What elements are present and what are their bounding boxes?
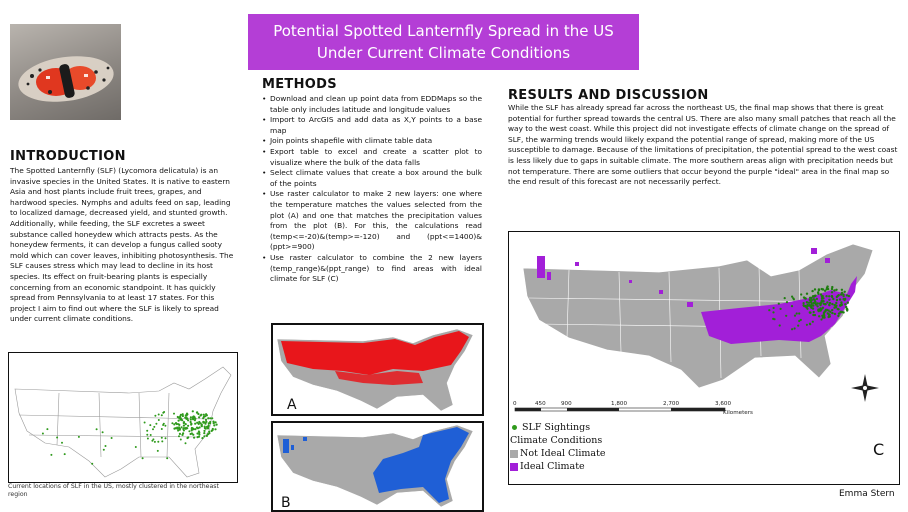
sighting-point: [201, 437, 203, 439]
sighting-point: [203, 416, 205, 418]
sighting-point: [171, 422, 173, 424]
legend-sightings: [510, 421, 606, 434]
sighting-point: [794, 315, 796, 317]
sighting-point: [832, 298, 834, 300]
sighting-point: [198, 430, 200, 432]
sighting-point: [161, 440, 163, 442]
sighting-point: [806, 293, 808, 295]
sighting-point: [161, 428, 163, 430]
sighting-point: [818, 315, 820, 317]
sighting-point: [831, 303, 833, 305]
sighting-point: [200, 422, 202, 424]
sighting-point: [817, 302, 819, 304]
poster-title: [248, 14, 639, 70]
author-name: Emma Stern: [839, 489, 895, 499]
sighting-point: [817, 293, 819, 295]
sighting-point: [152, 438, 154, 440]
scale-bar: [515, 408, 725, 411]
sighting-point: [212, 421, 214, 423]
sighting-point: [841, 289, 843, 291]
sighting-point: [196, 432, 198, 434]
sighting-point: [198, 416, 200, 418]
sighting-point: [834, 313, 836, 315]
sighting-point: [780, 308, 782, 310]
sighting-point: [205, 413, 207, 415]
sighting-point: [836, 299, 838, 301]
title-line-2: Under Current Climate Conditions: [316, 44, 571, 62]
sighting-point: [193, 416, 195, 418]
sighting-point: [821, 308, 823, 310]
sighting-point: [190, 416, 192, 418]
sighting-point: [826, 309, 828, 311]
sighting-point: [824, 290, 826, 292]
legend-sightings-label: SLF Sightings: [522, 422, 591, 433]
sighting-point: [179, 433, 181, 435]
sighting-point: [150, 434, 152, 436]
sighting-point: [827, 312, 829, 314]
sighting-point: [814, 299, 816, 301]
sighting-point: [144, 422, 146, 424]
scale-tick-450: 450: [535, 401, 546, 407]
map-b-graphic: [273, 423, 482, 510]
sighting-point: [42, 433, 44, 435]
sighting-point: [842, 311, 844, 313]
sighting-point: [831, 295, 833, 297]
sighting-point: [811, 290, 813, 292]
sighting-point: [809, 299, 811, 301]
sighting-point: [176, 427, 178, 429]
sighting-point: [844, 291, 846, 293]
sighting-point: [833, 307, 835, 309]
sighting-point: [203, 414, 205, 416]
sighting-point: [845, 306, 847, 308]
sighting-point: [198, 433, 200, 435]
sighting-point: [178, 423, 180, 425]
sighting-point: [796, 312, 798, 314]
sighting-point: [147, 438, 149, 440]
introduction-text: The Spotted Lanternfly (SLF) (Lycomora delicatula) is an invasive species in the United States. It is native to eastern Asia and host plants include fruit trees, grapes, and hardwood species. Nymphs and adults feed on sap, leading to localized damage, decreased yield, and stunted growth. Additionally, while feeding, the SLF excretes a sweet substance called honeydew which attracts pests. As the honeydew ferments, it can develop a fungus called sooty mold which can cover leaves, inhibiting photosynthesis. The SLF causes stress which may lead to decline in its host species. Its effect on fruit-bearing plants is especially concerning from an economic standpoint. It has quickly spread from Pennsylvania to at least 17 states. For this project I aim to find out where the SLF is likely to spread under current climate conditions.: [10, 166, 234, 324]
sighting-point: [191, 428, 193, 430]
sighting-point: [153, 426, 155, 428]
sighting-point: [185, 423, 187, 425]
sighting-point: [157, 450, 159, 452]
map-b-label: B: [281, 495, 291, 511]
sighting-point: [182, 415, 184, 417]
sighting-point: [105, 445, 107, 447]
sighting-point: [196, 427, 198, 429]
sighting-point: [178, 435, 180, 437]
sighting-point: [64, 453, 66, 455]
sighting-point: [831, 288, 833, 290]
sighting-point: [816, 298, 818, 300]
results-text: While the SLF has already spread far across the northeast US, the final map shows that there is great potential for further spread towards the central US. There are also many small patches that reach all the way to the west coast. While this project did not investigate effects of climate change on the spread of SLF, the warming trends would likely expand the potential range of spread, making more of the US susceptible to damage. Because of the limitations of precipitation, the potential spread to the west coast is less likely due to gaps in suitable climate. The more southern areas align with precipitation needs but not temperature. There are some outliers that occur beyond the purple "ideal" area in the final map so the end result of this forecast are not necessarily perfect.: [508, 103, 898, 187]
sighting-point: [840, 311, 842, 313]
legend-not-ideal-label: Not Ideal Climate: [520, 448, 606, 459]
sighting-point: [839, 298, 841, 300]
precipitation-range-map: [271, 421, 484, 512]
sighting-point: [794, 327, 796, 329]
sighting-point: [192, 434, 194, 436]
sighting-point: [213, 424, 215, 426]
north-arrow-icon: [851, 374, 879, 402]
sighting-point: [194, 418, 196, 420]
sighting-point: [791, 328, 793, 330]
sighting-point: [784, 297, 786, 299]
sighting-point: [111, 437, 113, 439]
sighting-point: [798, 320, 800, 322]
legend-not-ideal: [510, 447, 606, 460]
sighting-point: [820, 301, 822, 303]
sighting-point: [135, 446, 137, 448]
sighting-point: [61, 442, 63, 444]
sighting-point: [185, 442, 187, 444]
sighting-point: [844, 303, 846, 305]
sighting-point: [826, 301, 828, 303]
sighting-point: [209, 417, 211, 419]
sighting-point: [818, 310, 820, 312]
sighting-point: [207, 426, 209, 428]
sighting-point: [837, 308, 839, 310]
sighting-point: [207, 433, 209, 435]
sighting-point: [847, 302, 849, 304]
sighting-point: [161, 437, 163, 439]
sighting-point: [778, 303, 780, 305]
sighting-point: [831, 291, 833, 293]
sighting-point: [185, 418, 187, 420]
sighting-point: [182, 432, 184, 434]
method-step: • Import to ArcGIS and add data as X,Y points to a base map: [262, 115, 482, 136]
sighting-point: [146, 430, 148, 432]
scale-tick-3600: 3,600: [715, 401, 732, 407]
sighting-point: [142, 457, 144, 459]
scale-tick-0: 0: [513, 401, 517, 407]
current-sightings-map: [8, 352, 238, 483]
sighting-point: [78, 436, 80, 438]
sighting-point: [806, 324, 808, 326]
sighting-point: [186, 437, 188, 439]
sighting-point: [797, 325, 799, 327]
sighting-point: [190, 424, 192, 426]
sighting-point: [204, 426, 206, 428]
sighting-point: [162, 424, 164, 426]
sighting-point: [193, 437, 195, 439]
sighting-point: [50, 454, 52, 456]
sighting-point: [809, 312, 811, 314]
legend-ideal-label: Ideal Climate: [520, 461, 585, 472]
sighting-point: [802, 304, 804, 306]
sighting-point: [205, 421, 207, 423]
sighting-point: [820, 318, 822, 320]
sighting-point: [196, 411, 198, 413]
not-ideal-swatch-icon: [510, 450, 518, 458]
sighting-point: [812, 321, 814, 323]
sighting-point: [216, 424, 218, 426]
sighting-point: [824, 310, 826, 312]
sighting-point: [178, 426, 180, 428]
sighting-point: [194, 428, 196, 430]
sighting-point: [203, 430, 205, 432]
sighting-point: [198, 423, 200, 425]
sighting-point: [164, 425, 166, 427]
sighting-point: [803, 302, 805, 304]
sighting-point: [96, 428, 98, 430]
methods-list: [262, 94, 482, 285]
sighting-point: [203, 435, 205, 437]
sighting-point: [829, 302, 831, 304]
sighting-point: [768, 309, 770, 311]
sighting-point: [211, 417, 213, 419]
sighting-point: [798, 312, 800, 314]
sighting-point: [103, 449, 105, 451]
sighting-point: [201, 424, 203, 426]
sighting-point: [152, 428, 154, 430]
title-line-1: Potential Spotted Lanternfly Spread in the US: [273, 22, 614, 40]
sighting-point: [805, 305, 807, 307]
scale-unit: Kilometers: [723, 410, 753, 416]
sighting-point: [185, 427, 187, 429]
introduction-heading: INTRODUCTION: [10, 149, 126, 164]
sighting-point: [828, 299, 830, 301]
sighting-point: [183, 421, 185, 423]
sighting-point: [791, 305, 793, 307]
sighting-point: [839, 304, 841, 306]
sighting-point: [166, 457, 168, 459]
sighting-point: [826, 285, 828, 287]
sighting-point: [162, 412, 164, 414]
scale-tick-2700: 2,700: [663, 401, 680, 407]
sighting-point: [173, 413, 175, 415]
sighting-point: [207, 417, 209, 419]
sighting-point: [837, 315, 839, 317]
sighting-point: [809, 297, 811, 299]
sighting-point: [194, 423, 196, 425]
sighting-point: [158, 414, 160, 416]
sighting-point: [208, 431, 210, 433]
sighting-point: [835, 302, 837, 304]
sighting-point: [809, 323, 811, 325]
sighting-point: [208, 422, 210, 424]
sighting-point: [91, 463, 93, 465]
sighting-point: [828, 295, 830, 297]
sighting-point: [146, 434, 148, 436]
sighting-point: [214, 428, 216, 430]
sighting-point: [819, 303, 821, 305]
sighting-point: [785, 315, 787, 317]
sighting-point: [844, 298, 846, 300]
sighting-point: [154, 415, 156, 417]
lanternfly-photo: [10, 24, 121, 120]
sighting-point: [773, 307, 775, 309]
sighting-point: [816, 305, 818, 307]
sighting-point: [779, 324, 781, 326]
sighting-point: [822, 317, 824, 319]
sighting-point: [190, 421, 192, 423]
sighting-point: [818, 288, 820, 290]
sighting-point: [199, 426, 201, 428]
sighting-point: [180, 414, 182, 416]
sighting-point: [56, 437, 58, 439]
sighting-point: [786, 301, 788, 303]
sighting-point: [846, 294, 848, 296]
sighting-point: [814, 295, 816, 297]
sighting-point: [188, 430, 190, 432]
sighting-point: [203, 432, 205, 434]
map-c-label: C: [873, 440, 885, 459]
sighting-point: [842, 295, 844, 297]
sighting-point: [831, 312, 833, 314]
sighting-point: [154, 441, 156, 443]
sighting-point: [165, 437, 167, 439]
sighting-point: [773, 318, 775, 320]
sighting-point: [187, 419, 189, 421]
sighting-point: [793, 298, 795, 300]
method-step: • Use raster calculator to make 2 new layers: one where the temperature matches the values selected from the plot (A) and one that matches the precipitation values from the plot (B). For this, the calculations read (temp<=-20)&(temp>=-120) and (ppt<=1400)&(ppt>=900): [262, 189, 482, 253]
sighting-point: [837, 295, 839, 297]
sighting-point: [46, 428, 48, 430]
sighting-point: [834, 304, 836, 306]
sighting-point: [102, 431, 104, 433]
scale-tick-1800: 1,800: [611, 401, 628, 407]
sighting-point: [823, 303, 825, 305]
results-heading: RESULTS AND DISCUSSION: [508, 88, 709, 103]
sighting-point: [173, 428, 175, 430]
method-step: • Use raster calculator to combine the 2 new layers (temp_range)&(ppt_range) to find areas with ideal climate for SLF (C): [262, 253, 482, 285]
sighting-point: [157, 441, 159, 443]
scale-tick-900: 900: [561, 401, 572, 407]
sighting-point: [812, 314, 814, 316]
sighting-point: [215, 421, 217, 423]
sighting-point: [806, 308, 808, 310]
sighting-point: [177, 430, 179, 432]
sighting-point: [158, 419, 160, 421]
sighting-point: [183, 425, 185, 427]
sighting-point: [181, 426, 183, 428]
sighting-point: [812, 307, 814, 309]
sighting-point: [200, 414, 202, 416]
legend-title: Climate Conditions: [510, 435, 603, 446]
sighting-point: [823, 313, 825, 315]
methods-heading: METHODS: [262, 77, 337, 92]
sighting-point: [825, 295, 827, 297]
sighting-point: [205, 419, 207, 421]
map-a-label: A: [287, 397, 297, 413]
sighting-point: [180, 419, 182, 421]
temperature-range-map: [271, 323, 484, 416]
sighting-point: [187, 425, 189, 427]
sighting-point: [185, 414, 187, 416]
sighting-point: [772, 311, 774, 313]
sighting-point: [161, 414, 163, 416]
sighting-point: [212, 428, 214, 430]
sighting-point: [814, 288, 816, 290]
method-step: • Export table to excel and create a scatter plot to visualize where the bulk of the data falls: [262, 147, 482, 168]
map-legend: [510, 421, 606, 473]
sighting-point: [822, 288, 824, 290]
sightings-map-caption: Current locations of SLF in the US, mostly clustered in the northeast region: [8, 483, 219, 498]
sighting-point: [211, 430, 213, 432]
sighting-point: [814, 301, 816, 303]
sighting-point: [183, 429, 185, 431]
sighting-point: [180, 439, 182, 441]
sighting-point: [813, 311, 815, 313]
sighting-point: [803, 296, 805, 298]
sightings-map-graphic: [9, 353, 236, 481]
sighting-point: [840, 293, 842, 295]
legend-ideal: [510, 460, 606, 473]
method-step: • Select climate values that create a box around the bulk of the points: [262, 168, 482, 189]
ideal-swatch-icon: [510, 463, 518, 471]
sighting-point: [203, 421, 205, 423]
sighting-dot-icon: [512, 425, 517, 430]
sighting-point: [800, 293, 802, 295]
lanternfly-illustration: [10, 24, 121, 120]
sighting-point: [835, 289, 837, 291]
sighting-point: [192, 410, 194, 412]
sighting-point: [149, 424, 151, 426]
method-step: • Join points shapefile with climate table data: [262, 136, 482, 147]
sighting-point: [183, 427, 185, 429]
sighting-point: [155, 423, 157, 425]
sighting-point: [178, 420, 180, 422]
sighting-point: [821, 295, 823, 297]
sighting-point: [198, 436, 200, 438]
map-a-graphic: [273, 325, 482, 414]
sighting-point: [812, 304, 814, 306]
sighting-point: [178, 417, 180, 419]
sighting-point: [833, 289, 835, 291]
sighting-point: [810, 305, 812, 307]
sighting-point: [806, 301, 808, 303]
sighting-point: [831, 309, 833, 311]
method-step: • Download and clean up point data from EDDMaps so the table only includes latitude and longitude values: [262, 94, 482, 115]
sighting-point: [190, 418, 192, 420]
